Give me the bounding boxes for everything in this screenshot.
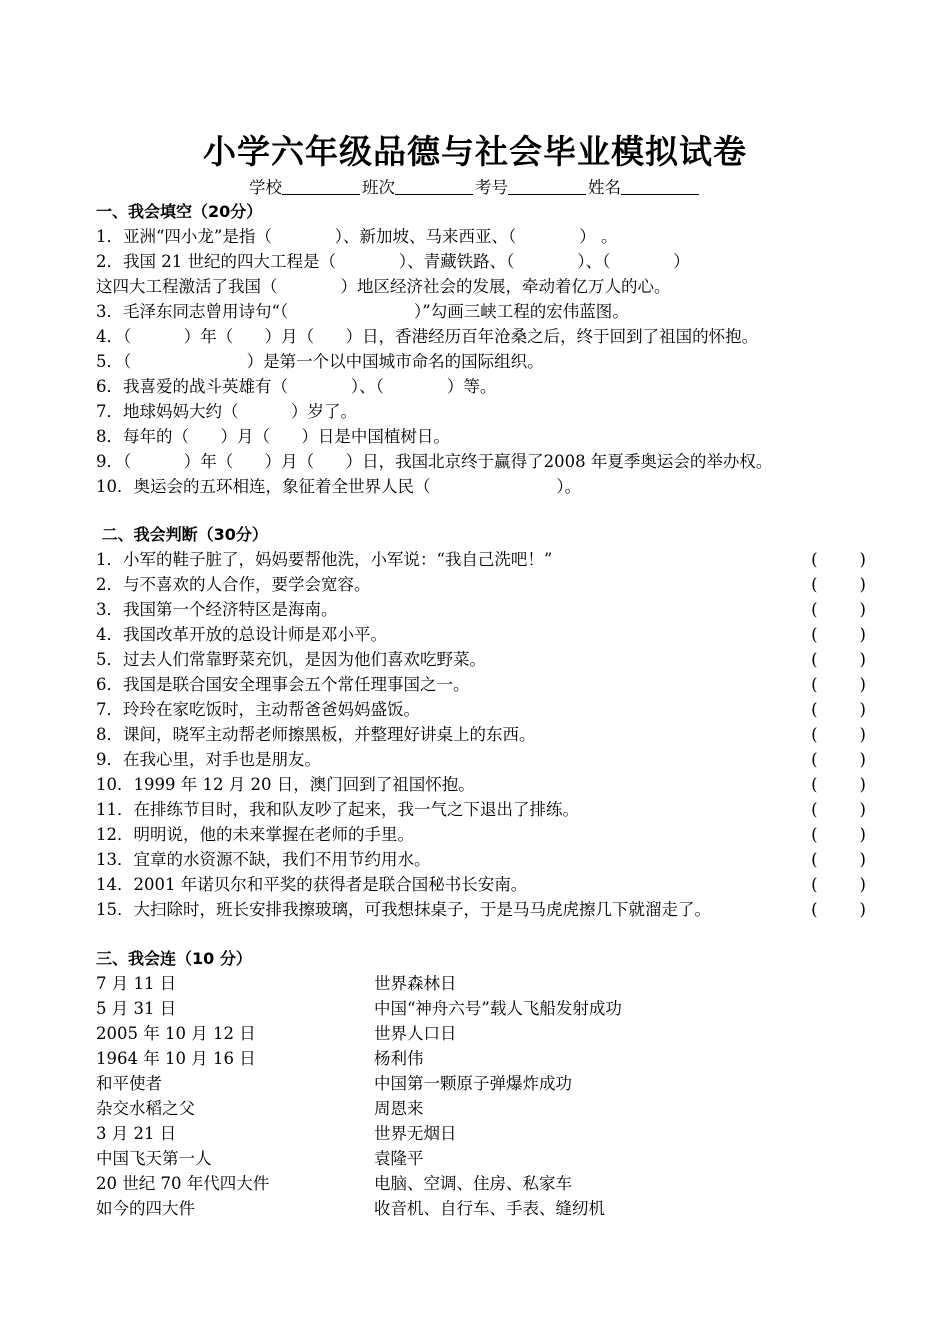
match-right-item[interactable]: 世界无烟日 — [374, 1124, 457, 1143]
judge-answer-blank[interactable]: ( ) — [811, 650, 866, 669]
judge-item-text: 5．过去人们常靠野菜充饥，是因为他们喜欢吃野菜。 — [96, 650, 486, 669]
judge-item — [96, 722, 866, 747]
fill-question: 7．地球妈妈大约（ ）岁了。 — [96, 402, 357, 421]
judge-item-text: 6．我国是联合国安全理事会五个常任理事国之一。 — [96, 675, 470, 694]
judge-item-text: 4．我国改革开放的总设计师是邓小平。 — [96, 625, 387, 644]
judge-answer-blank[interactable]: ( ) — [811, 600, 866, 619]
judge-item — [96, 747, 866, 772]
judge-item — [96, 772, 866, 797]
judge-item — [96, 872, 866, 897]
judge-item — [96, 797, 866, 822]
section2-heading: 二、我会判断（30分） — [96, 525, 268, 544]
judge-answer-blank[interactable]: ( ) — [811, 900, 866, 919]
match-left-item[interactable]: 3 月 21 日 — [96, 1124, 177, 1143]
judge-answer-blank[interactable]: ( ) — [811, 800, 866, 819]
fill-question: 3．毛泽东同志曾用诗句“（ ）”勾画三峡工程的宏伟蓝图。 — [96, 302, 629, 321]
judge-answer-blank[interactable]: ( ) — [811, 750, 866, 769]
fill-question: 4．（ ）年（ ）月（ ）日，香港经历百年沧桑之后，终于回到了祖国的怀抱。 — [96, 327, 759, 346]
judge-answer-blank[interactable]: ( ) — [811, 550, 866, 569]
match-left-item[interactable]: 5 月 31 日 — [96, 999, 177, 1018]
name-blank[interactable] — [621, 178, 699, 195]
class-blank[interactable] — [395, 178, 473, 195]
school-label: 学校 — [249, 178, 282, 197]
match-left-item[interactable]: 中国飞天第一人 — [96, 1149, 212, 1168]
match-left-item[interactable]: 如今的四大件 — [96, 1199, 195, 1218]
match-right-item[interactable]: 收音机、自行车、手表、缝纫机 — [374, 1199, 605, 1218]
student-info-row — [0, 174, 950, 198]
match-row — [96, 1021, 796, 1046]
judge-answer-blank[interactable]: ( ) — [811, 625, 866, 644]
fill-question: 5．（ ）是第一个以中国城市命名的国际组织。 — [96, 352, 544, 371]
judge-item — [96, 572, 866, 597]
judge-answer-blank[interactable]: ( ) — [811, 700, 866, 719]
section3-heading: 三、我会连（10 分） — [96, 949, 252, 968]
judge-item — [96, 697, 866, 722]
match-row — [96, 1046, 796, 1071]
judge-item — [96, 547, 866, 572]
match-row — [96, 1171, 796, 1196]
judge-item — [96, 597, 866, 622]
match-right-item[interactable]: 中国“神舟六号”载人飞船发射成功 — [374, 999, 622, 1018]
match-left-item[interactable]: 7 月 11 日 — [96, 974, 177, 993]
judge-item-text: 9．在我心里，对手也是朋友。 — [96, 750, 321, 769]
match-left-item[interactable]: 20 世纪 70 年代四大件 — [96, 1174, 270, 1193]
judge-item — [96, 847, 866, 872]
judge-item — [96, 622, 866, 647]
fill-question: 这四大工程激活了我国（ ）地区经济社会的发展，牵动着亿万人的心。 — [96, 277, 671, 296]
match-right-item[interactable]: 周恩来 — [374, 1099, 424, 1118]
match-right-item[interactable]: 世界森林日 — [374, 974, 457, 993]
class-label: 班次 — [362, 178, 395, 197]
judge-item — [96, 897, 866, 922]
match-left-item[interactable]: 2005 年 10 月 12 日 — [96, 1024, 256, 1043]
fill-question: 6．我喜爱的战斗英雄有（ ）、（ ）等。 — [96, 377, 497, 396]
match-right-item[interactable]: 中国第一颗原子弹爆炸成功 — [374, 1074, 572, 1093]
judge-item-text: 2．与不喜欢的人合作，要学会宽容。 — [96, 575, 371, 594]
number-label: 考号 — [475, 178, 508, 197]
fill-question: 8．每年的（ ）月（ ）日是中国植树日。 — [96, 427, 450, 446]
judge-item — [96, 672, 866, 697]
fill-question: 10．奥运会的五环相连，象征着全世界人民（ ）。 — [96, 477, 582, 496]
match-right-item[interactable]: 袁隆平 — [374, 1149, 424, 1168]
match-right-item[interactable]: 电脑、空调、住房、私家车 — [374, 1174, 572, 1193]
match-row — [96, 1096, 796, 1121]
match-right-item[interactable]: 杨利伟 — [374, 1049, 424, 1068]
fill-question: 1．亚洲“四小龙”是指（ ）、新加坡、马来西亚、（ ） 。 — [96, 227, 618, 246]
fill-question: 2．我国 21 世纪的四大工程是（ ）、青藏铁路、（ ）、（ ） — [96, 252, 690, 271]
judge-item-text: 11．在排练节目时，我和队友吵了起来，我一气之下退出了排练。 — [96, 800, 579, 819]
judge-answer-blank[interactable]: ( ) — [811, 825, 866, 844]
number-blank[interactable] — [508, 178, 586, 195]
judge-answer-blank[interactable]: ( ) — [811, 725, 866, 744]
judge-item-text: 12．明明说，他的未来掌握在老师的手里。 — [96, 825, 414, 844]
judge-answer-blank[interactable]: ( ) — [811, 775, 866, 794]
match-right-item[interactable]: 世界人口日 — [374, 1024, 457, 1043]
judge-item-text: 3．我国第一个经济特区是海南。 — [96, 600, 338, 619]
match-row — [96, 1196, 796, 1221]
judge-item-text: 8．课间，晓军主动帮老师擦黑板，并整理好讲桌上的东西。 — [96, 725, 536, 744]
page-title: 小学六年级品德与社会毕业模拟试卷 — [203, 132, 747, 171]
judge-item-text: 1．小军的鞋子脏了，妈妈要帮他洗，小军说：“我自己洗吧！” — [96, 550, 553, 569]
judge-item-text: 7．玲玲在家吃饭时，主动帮爸爸妈妈盛饭。 — [96, 700, 420, 719]
match-left-item[interactable]: 杂交水稻之父 — [96, 1099, 195, 1118]
judge-answer-blank[interactable]: ( ) — [811, 675, 866, 694]
name-label: 姓名 — [588, 178, 621, 197]
judge-answer-blank[interactable]: ( ) — [811, 575, 866, 594]
section1-heading: 一、我会填空（20分） — [96, 202, 263, 221]
judge-item — [96, 822, 866, 847]
judge-item-text: 14．2001 年诺贝尔和平奖的获得者是联合国秘书长安南。 — [96, 875, 528, 894]
match-row — [96, 971, 796, 996]
judge-answer-blank[interactable]: ( ) — [811, 850, 866, 869]
judge-answer-blank[interactable]: ( ) — [811, 875, 866, 894]
match-row — [96, 996, 796, 1021]
judge-item-text: 15．大扫除时，班长安排我擦玻璃，可我想抹桌子，于是马马虎虎擦几下就溜走了。 — [96, 900, 711, 919]
match-row — [96, 1071, 796, 1096]
match-left-item[interactable]: 1964 年 10 月 16 日 — [96, 1049, 256, 1068]
judge-item — [96, 647, 866, 672]
match-left-item[interactable]: 和平使者 — [96, 1074, 162, 1093]
judge-item-text: 13．宜章的水资源不缺，我们不用节约用水。 — [96, 850, 431, 869]
school-blank[interactable] — [282, 178, 360, 195]
judge-item-text: 10．1999 年 12 月 20 日，澳门回到了祖国怀抱。 — [96, 775, 475, 794]
match-row — [96, 1121, 796, 1146]
match-row — [96, 1146, 796, 1171]
fill-question: 9．（ ）年（ ）月（ ）日，我国北京终于赢得了2008 年夏季奥运会的举办权。 — [96, 452, 773, 471]
